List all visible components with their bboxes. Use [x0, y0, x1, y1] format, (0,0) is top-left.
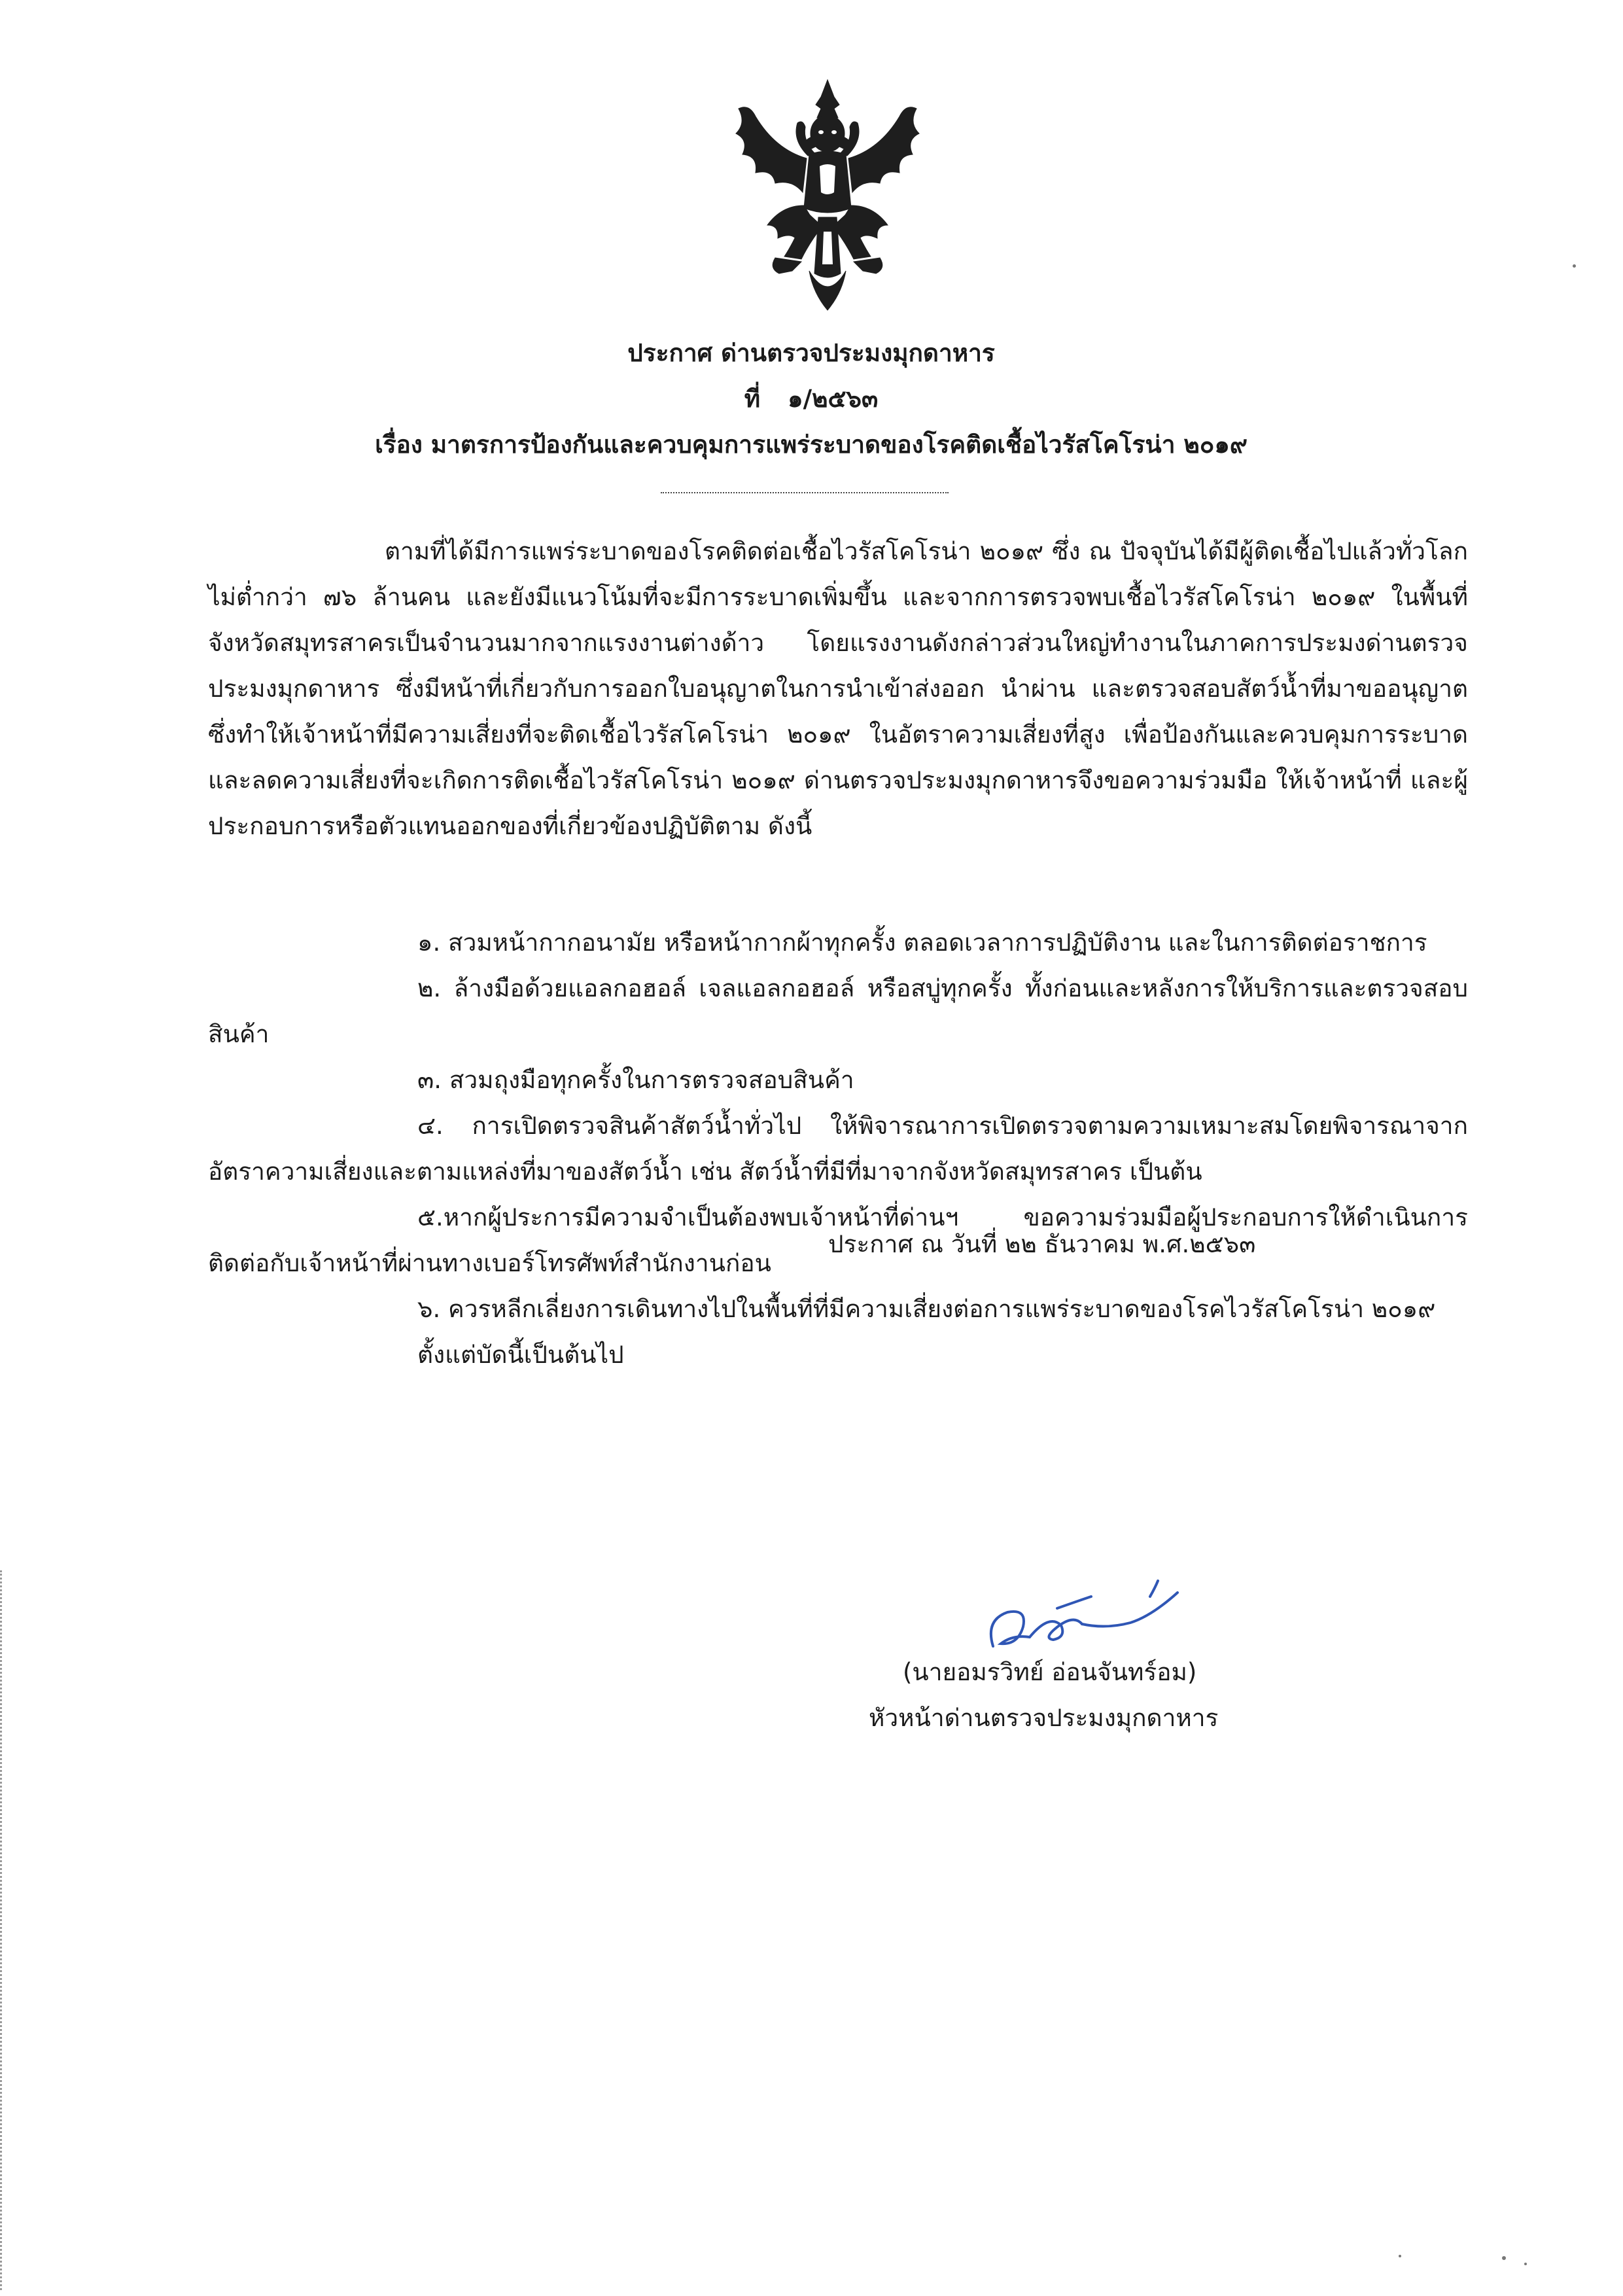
- measure-item: ๕.หากผู้ประการมีความจำเป็นต้องพบเจ้าหน้าที่ด่านฯ ขอความร่วมมือผู้ประกอบการให้ดำเนินการติดต่อกับเจ้าหน้าที่ผ่านทางเบอร์โทรศัพท์สำนักงานก่อน: [208, 1203, 1468, 1277]
- number-value: ๑/๒๕๖๓: [788, 385, 879, 413]
- signer-name: (นายอมรวิทย์ อ่อนจันทร์อม): [903, 1658, 1197, 1686]
- title-divider: [661, 492, 949, 493]
- measure-item: ๔. การเปิดตรวจสินค้าสัตว์น้ำทั่วไป ให้พิจารณาการเปิดตรวจตามความเหมาะสมโดยพิจารณาจากอัตราความเสี่ยงและตามแหล่งที่มาของสัตว์น้ำ เช่น สัตว์น้ำที่มีที่มาจากจังหวัดสมุทรสาคร เป็นต้น: [208, 1112, 1468, 1186]
- measure-list: [208, 920, 1468, 1378]
- announcement-number: [196, 380, 1426, 419]
- scan-edge-mark: [0, 1570, 11, 2290]
- scan-speck: [1524, 2263, 1527, 2265]
- signer-title: หัวหน้าด่านตรวจประมงมุกดาหาร: [869, 1704, 1219, 1732]
- garuda-emblem-icon: [729, 77, 926, 313]
- scan-speck: [1573, 264, 1576, 268]
- scan-speck: [1399, 2255, 1401, 2257]
- effective-line: ตั้งแต่บัดนี้เป็นต้นไป: [417, 1341, 624, 1369]
- intro-paragraph: ตามที่ได้มีการแพร่ระบาดของโรคติดต่อเชื้อไวรัสโคโรน่า ๒๐๑๙ ซึ่ง ณ ปัจจุบันได้มีผู้ติดเชื้อไปแล้วทั่วโลกไม่ต่ำกว่า ๗๖ ล้านคน และยังมีแนวโน้มที่จะมีการระบาดเพิ่มขึ้น และจากการตรวจพบเชื้อไวรัสโคโรน่า ๒๐๑๙ ในพื้นที่จังหวัดสมุทรสาครเป็นจำนวนมากจากแรงงานต่างด้าว โดยแรงงานดังกล่าวส่วนใหญ่ทำงานในภาคการประมงด่านตรวจประมงมุกดาหาร ซึ่งมีหน้าที่เกี่ยวกับการออกใบอนุญาตในการนำเข้าส่งออก นำผ่าน และตรวจสอบสัตว์น้ำที่มาขออนุญาต ซึ่งทำให้เจ้าหน้าที่มีความเสี่ยงที่จะติดเชื้อไวรัสโคโรน่า ๒๐๑๙ ในอัตราความเสี่ยงที่สูง เพื่อป้องกันและควบคุมการระบาด และลดความเสี่ยงที่จะเกิดการติดเชื้อไวรัสโคโรน่า ๒๐๑๙ ด่านตรวจประมงมุกดาหารจึงขอความร่วมมือ ให้เจ้าหน้าที่ และผู้ประกอบการหรือตัวแทนออกของที่เกี่ยวข้องปฏิบัติตาม ดังนี้: [208, 537, 1468, 840]
- announcement-subject: เรื่อง มาตรการป้องกันและควบคุมการแพร่ระบาดของโรคติดเชื้อไวรัสโคโรน่า ๒๐๑๙: [375, 431, 1248, 459]
- measure-item: ๒. ล้างมือด้วยแอลกอฮอล์ เจลแอลกอฮอล์ หรือสบู่ทุกครั้ง ทั้งก่อนและหลังการให้บริการและตรวจสอบสินค้า: [208, 974, 1468, 1048]
- handwritten-signature: [981, 1574, 1191, 1666]
- measure-item: ๑. สวมหน้ากากอนามัย หรือหน้ากากผ้าทุกครั้ง ตลอดเวลาการปฏิบัติงาน และในการติดต่อราชการ: [417, 928, 1427, 957]
- announcement-date: ประกาศ ณ วันที่ ๒๒ ธันวาคม พ.ศ.๒๕๖๓: [828, 1230, 1256, 1258]
- measure-item: ๓. สวมถุงมือทุกครั้งในการตรวจสอบสินค้า: [417, 1066, 854, 1094]
- number-label: ที่: [744, 385, 761, 413]
- scan-speck: [1502, 2256, 1506, 2260]
- announcement-title: ประกาศ ด่านตรวจประมงมุกดาหาร: [627, 339, 995, 367]
- announcement-body: [208, 529, 1468, 849]
- measure-item: ๖. ควรหลีกเลี่ยงการเดินทางไปในพื้นที่ที่มีความเสี่ยงต่อการแพร่ระบาดของโรคไวรัสโคโรน่า ๒๐๑๙: [417, 1295, 1436, 1323]
